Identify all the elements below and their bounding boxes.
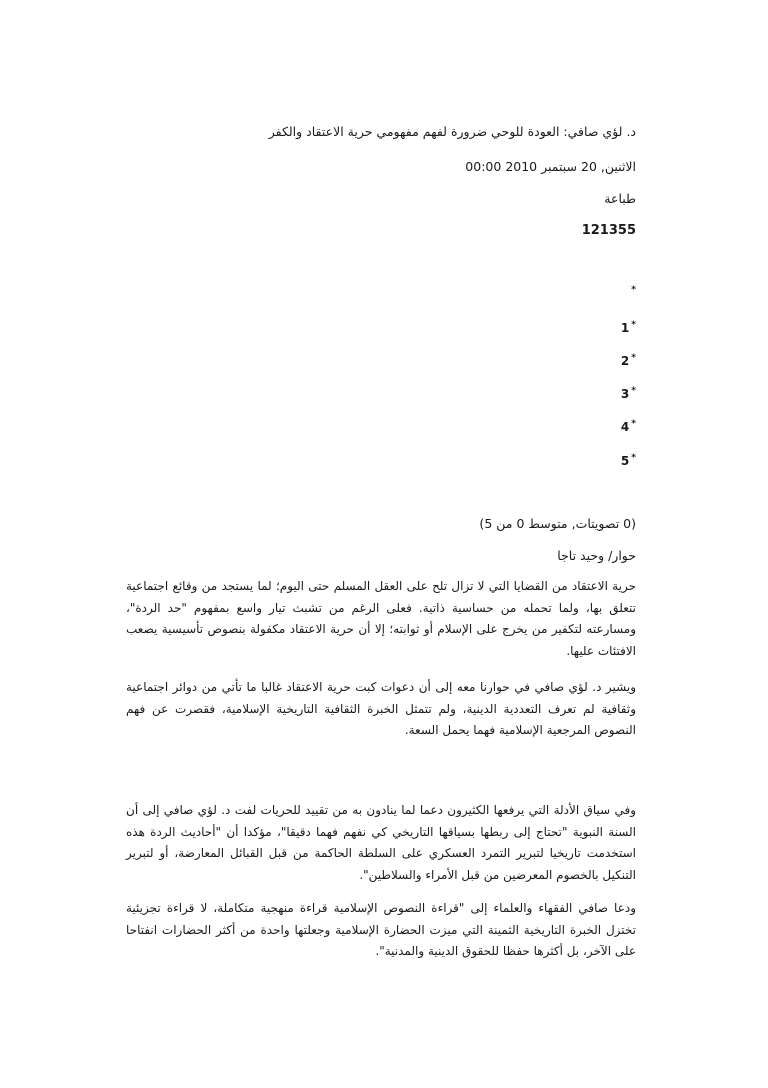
rating-summary: (0 تصويتات, متوسط 0 من 5): [479, 516, 636, 531]
paragraph: وفي سياق الأدلة التي يرفعها الكثيرون دعما لما ينادون به من تقييد للحريات لفت د. لؤي صافي إلى أن السنة النبوية "تحتاج إلى ربطها بسياقها التاريخي كي نفهم فهما دقيقا"، مؤكدا أن "أحاديث الردة هذه استخدمت تاريخيا لتبرير التمرد العسكري على السلطة الحاكمة من قبل القبائل المعارضة، أو لتبرير التنكيل بالخصوم المعرضين من قبل الأمراء والسلاطين".: [126, 803, 636, 882]
article-date: الاثنين, 20 سبتمبر 2010 00:00: [465, 159, 636, 174]
article-number: 121355: [581, 223, 636, 238]
paragraph: ويشير د. لؤي صافي في حوارنا معه إلى أن دعوات كبت حرية الاعتقاد غالبا ما تأتي من دوائر اجتماعية وثقافية لم تعرف التعددية الدينية، ولم تتمثل الخبرة الثقافية التاريخية الإسلامية، فقصرت عن فهم النصوص المرجعية الإسلامية فهما يحمل السعة.: [126, 680, 636, 737]
paragraph: حرية الاعتقاد من القضايا التي لا تزال تلح على العقل المسلم حتى اليوم؛ لما يستجد من وقائع اجتماعية تتعلق بها، ولما تحمله من حساسية ذاتية. فعلى الرغم من تشبث تيار واسع بمفهوم "حد الردة"، ومسارعته لتكفير من يخرج على الإسلام أو ثوابته؛ إلا أن حرية الاعتقاد مكفولة بنصوص تأسيسية يصعب الافتئات عليها.: [126, 579, 636, 658]
paragraph: ودعا صافي الفقهاء والعلماء إلى "قراءة النصوص الإسلامية قراءة منهجية متكاملة، لا قراءة تجزيئية تختزل الخبرة التاريخية الثمينة التي ميزت الحضارة الإسلامية وجعلتها واحدة من أكثر الحضارات انفتاحا على الآخر، بل أكثرها حفظا للحقوق الدينية والمدنية".: [126, 901, 636, 958]
print-link[interactable]: طباعة: [604, 191, 636, 206]
rating-star-5[interactable]: *5: [620, 453, 636, 468]
bullet-icon: *: [631, 386, 636, 396]
bullet-icon: *: [631, 419, 636, 429]
bullet-icon: *: [631, 285, 636, 295]
bullet-icon: *: [631, 353, 636, 363]
bullet-icon: *: [631, 453, 636, 463]
rating-star-3[interactable]: *3: [620, 386, 636, 401]
byline: حوار/ وحيد تاجا: [557, 548, 636, 563]
rating-star-4[interactable]: *4: [620, 419, 636, 434]
article-title: د. لؤي صافي: العودة للوحي ضرورة لفهم مفهومي حرية الاعتقاد والكفر: [268, 124, 636, 139]
rating-star-1[interactable]: *1: [620, 320, 636, 335]
rating-star-2[interactable]: *2: [620, 353, 636, 368]
bullet-icon: *: [631, 320, 636, 330]
rating-star-item[interactable]: [629, 285, 636, 300]
